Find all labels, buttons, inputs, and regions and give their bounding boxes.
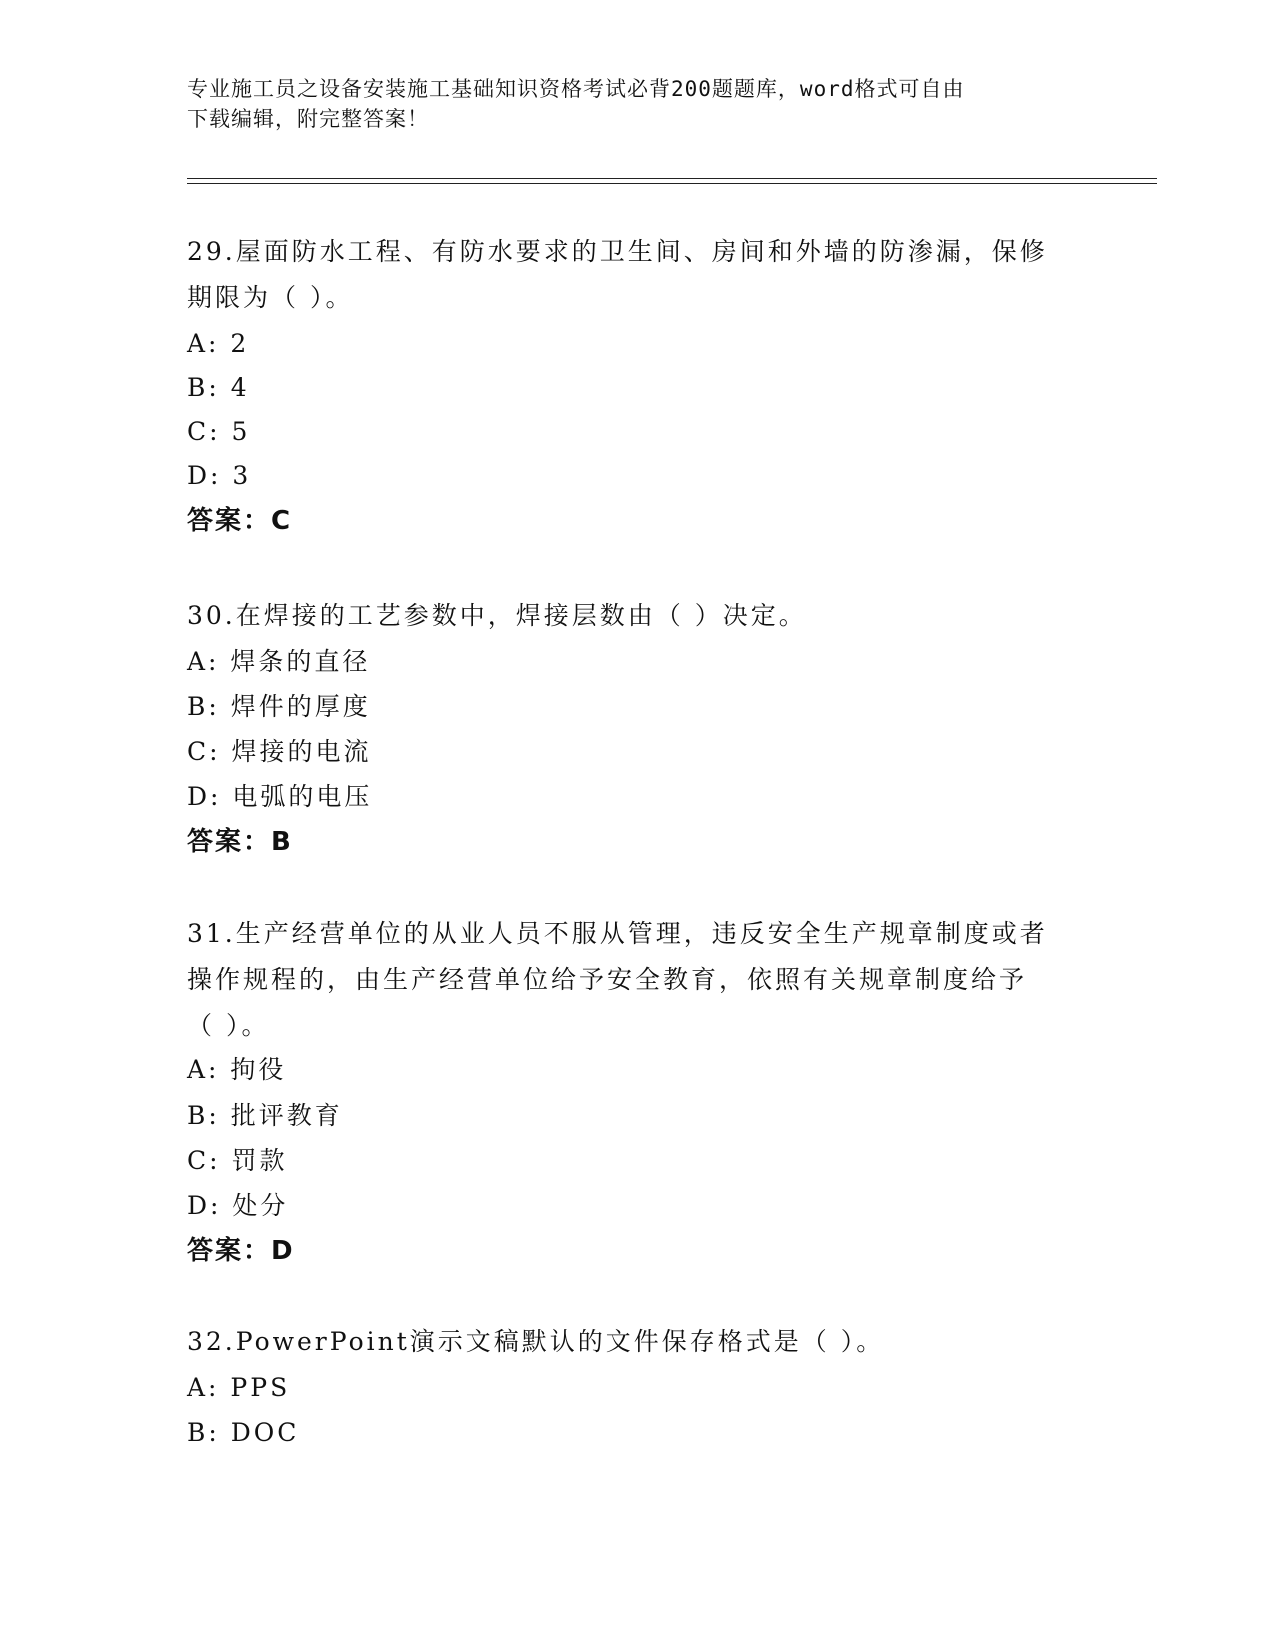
question-29-answer: 答案：C bbox=[187, 506, 293, 536]
question-32-stem-line-1: 32.PowerPoint演示文稿默认的文件保存格式是（ ）。 bbox=[187, 1327, 885, 1356]
question-29-stem-line-2: 期限为（ ）。 bbox=[187, 283, 354, 312]
question-29-option-d: D: 3 bbox=[187, 461, 252, 490]
question-30-option-d: D: 电弧的电压 bbox=[187, 782, 373, 811]
header-divider-bottom bbox=[187, 183, 1157, 184]
question-30-option-a: A: 焊条的直径 bbox=[187, 647, 371, 676]
question-31-option-d: D: 处分 bbox=[187, 1191, 289, 1220]
question-32-option-b: B: DOC bbox=[187, 1418, 300, 1447]
question-30-option-b: B: 焊件的厚度 bbox=[187, 692, 371, 721]
header-line-2: 下载编辑，附完整答案！ bbox=[187, 107, 429, 131]
question-31-stem-line-3: （ ）。 bbox=[187, 1011, 270, 1040]
question-31-stem-line-1: 31.生产经营单位的从业人员不服从管理，违反安全生产规章制度或者 bbox=[187, 919, 1048, 948]
question-29-option-a: A: 2 bbox=[187, 329, 250, 358]
question-30-option-c: C: 焊接的电流 bbox=[187, 737, 372, 766]
header-divider-top bbox=[187, 178, 1157, 179]
question-31-stem-line-2: 操作规程的，由生产经营单位给予安全教育，依照有关规章制度给予 bbox=[187, 965, 1028, 994]
question-32-option-a: A: PPS bbox=[187, 1373, 291, 1402]
question-31-option-c: C: 罚款 bbox=[187, 1146, 288, 1175]
header-line-1: 专业施工员之设备安装施工基础知识资格考试必背200题题库，word格式可自由 bbox=[187, 77, 965, 101]
document-header bbox=[187, 74, 1087, 134]
question-30-stem-line-1: 30.在焊接的工艺参数中，焊接层数由（ ）决定。 bbox=[187, 601, 807, 630]
question-29-option-b: B: 4 bbox=[187, 373, 250, 402]
question-30-stem bbox=[187, 593, 807, 639]
question-29-stem bbox=[187, 229, 1048, 321]
question-32-stem bbox=[187, 1319, 884, 1365]
question-29-stem-line-1: 29.屋面防水工程、有防水要求的卫生间、房间和外墙的防渗漏，保修 bbox=[187, 237, 1048, 266]
question-29-option-c: C: 5 bbox=[187, 417, 251, 446]
question-30-answer: 答案：B bbox=[187, 827, 293, 857]
question-31-option-b: B: 批评教育 bbox=[187, 1101, 343, 1130]
question-31-answer: 答案：D bbox=[187, 1236, 295, 1266]
question-31-stem bbox=[187, 911, 1048, 1049]
question-31-option-a: A: 拘役 bbox=[187, 1055, 287, 1084]
